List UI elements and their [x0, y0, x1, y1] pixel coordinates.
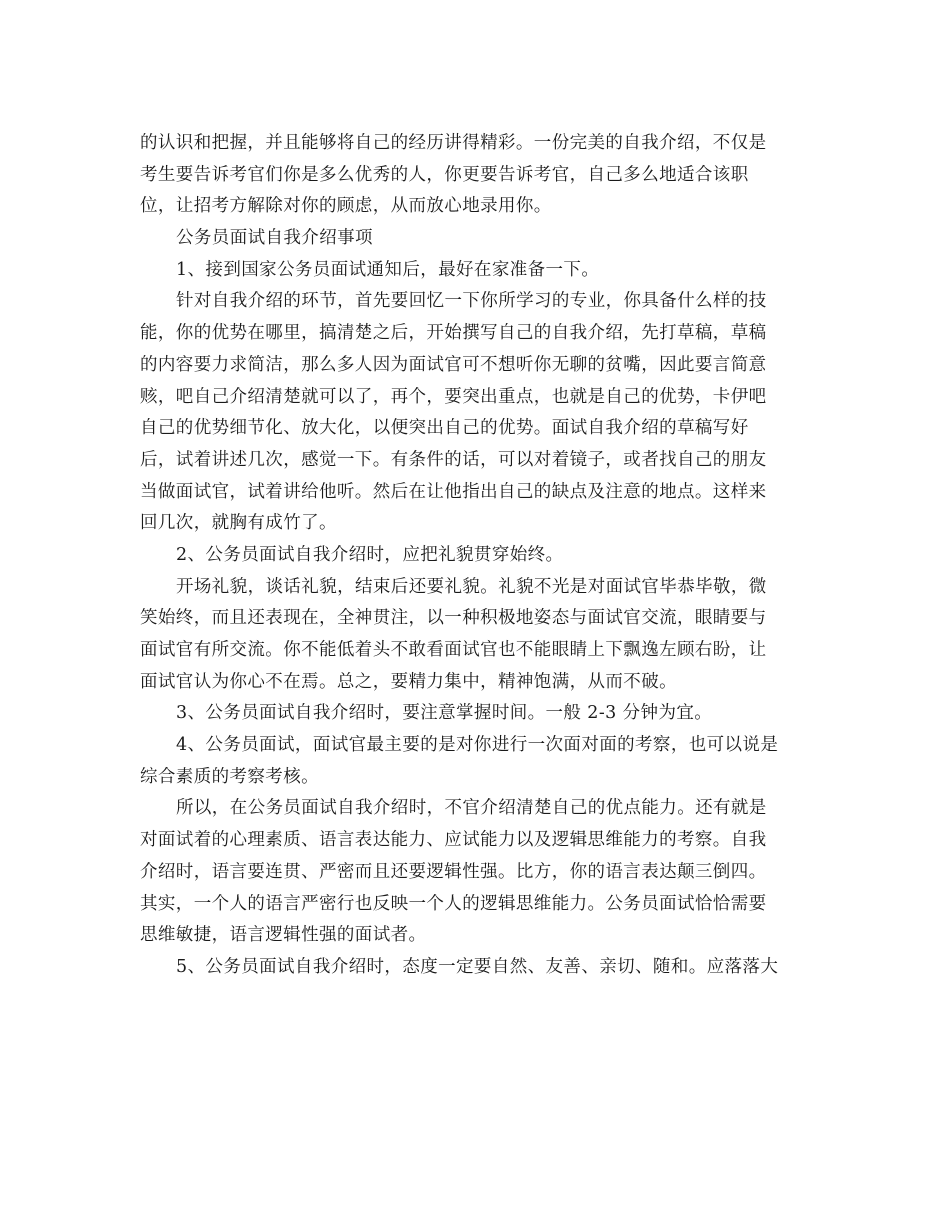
- text-line: 回几次，就胸有成竹了。: [140, 513, 337, 534]
- text-line: 位，让招考方解除对你的顾虑，从而放心地录用你。: [140, 196, 552, 217]
- text-line: 介绍时，语言要连贯、严密而且还要逻辑性强。比方，你的语言表达颠三倒四。: [140, 861, 767, 882]
- list-item-heading: 3、公务员面试自我介绍时，要注意掌握时间。一般 2-3 分钟为宜。: [176, 703, 713, 724]
- text-line: 对面试着的心理素质、语言表达能力、应试能力以及逻辑思维能力的考察。自我: [140, 830, 767, 851]
- document-body: [140, 128, 800, 984]
- text-line: 思维敏捷，语言逻辑性强的面试者。: [140, 925, 427, 946]
- text-line: 当做面试官，试着讲给他听。然后在让他指出自己的缺点及注意的地点。这样来: [140, 481, 767, 502]
- text-line: 的内容要力求简洁，那么多人因为面试官可不想听你无聊的贫嘴，因此要言简意: [140, 354, 767, 375]
- text-line: 针对自我介绍的环节，首先要回忆一下你所学习的专业，你具备什么样的技: [176, 291, 767, 312]
- text-line: 能，你的优势在哪里，搞清楚之后，开始撰写自己的自我介绍，先打草稿，草稿: [140, 323, 767, 344]
- list-item-heading: 5、公务员面试自我介绍时，态度一定要自然、友善、亲切、随和。应落落大: [176, 956, 779, 977]
- list-item-heading: 4、公务员面试，面试官最主要的是对你进行一次面对面的考察，也可以说是: [176, 735, 779, 756]
- text-line: 自己的优势细节化、放大化，以便突出自己的优势。面试自我介绍的草稿写好: [140, 418, 749, 439]
- list-item-heading: 1、接到国家公务员面试通知后，最好在家准备一下。: [176, 259, 600, 280]
- section-heading: 公务员面试自我介绍事项: [176, 228, 373, 249]
- text-line: 开场礼貌，谈话礼貌，结束后还要礼貌。礼貌不光是对面试官毕恭毕敬，微: [176, 576, 767, 597]
- text-line: 赅，吧自己介绍清楚就可以了，再个，要突出重点，也就是自己的优势，卡伊吧: [140, 386, 767, 407]
- text-line: 综合素质的考察考核。: [140, 766, 319, 787]
- text-line: 笑始终，而且还表现在，全神贯注，以一种积极地姿态与面试官交流，眼睛要与: [140, 608, 767, 629]
- text-line: 考生要告诉考官们你是多么优秀的人，你更要告诉考官，自己多么地适合该职: [140, 164, 749, 185]
- text-line: 后，试着讲述几次，感觉一下。有条件的话，可以对着镜子，或者找自己的朋友: [140, 449, 767, 470]
- text-line: 面试官认为你心不在焉。总之，要精力集中，精神饱满，从而不破。: [140, 671, 677, 692]
- list-item-heading: 2、公务员面试自我介绍时，应把礼貌贯穿始终。: [176, 544, 564, 565]
- text-line: 的认识和把握，并且能够将自己的经历讲得精彩。一份完美的自我介绍，不仅是: [140, 133, 767, 153]
- text-line: 所以，在公务员面试自我介绍时，不官介绍清楚自己的优点能力。还有就是: [176, 798, 767, 819]
- text-line: 其实，一个人的语言严密行也反映一个人的逻辑思维能力。公务员面试恰恰需要: [140, 893, 767, 914]
- text-line: 面试官有所交流。你不能低着头不敢看面试官也不能眼睛上下飘逸左顾右盼，让: [140, 640, 767, 660]
